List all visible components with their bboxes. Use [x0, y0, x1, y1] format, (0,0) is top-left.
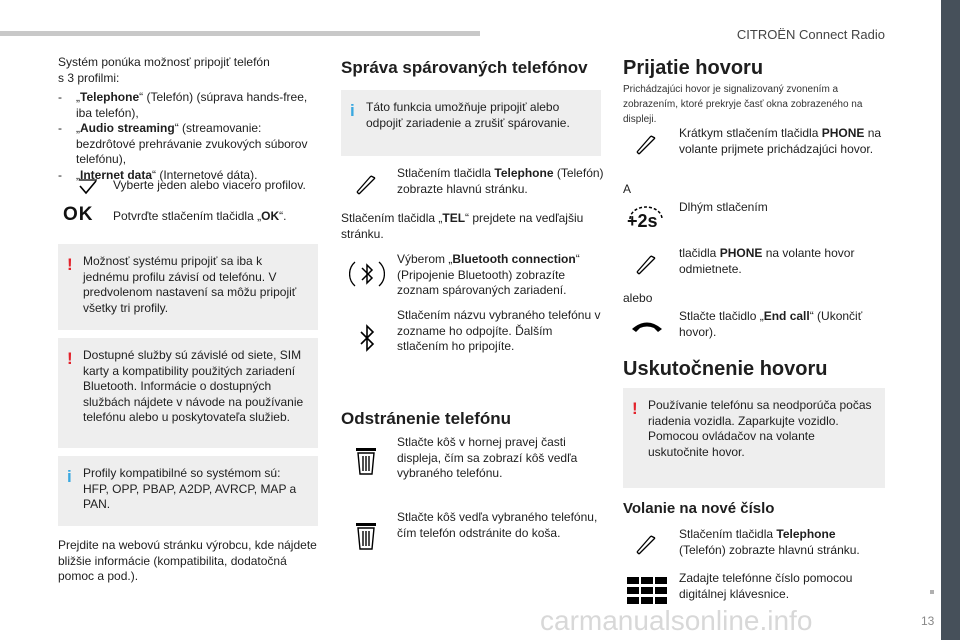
watermark: carmanualsonline.info: [540, 605, 813, 636]
page-marker: [930, 590, 934, 594]
step-select-profiles: Vyberte jeden alebo viacero profilov.: [113, 178, 306, 192]
text: (Telefón) zobrazte hlavnú stránku.: [679, 542, 860, 557]
step-long-press: Dlhým stlačením: [679, 200, 768, 214]
intro-line: s 3 profilmi:: [58, 70, 120, 85]
page-number: 13: [921, 614, 935, 628]
profile-name: Audio streaming: [80, 121, 175, 135]
trash-icon: [355, 521, 377, 551]
step-toggle-phone: Stlačením názvu vybraného telefónu v zozname ho odpojíte. Ďalším stlačením ho pripojíte.: [397, 308, 601, 353]
button-name: PHONE: [821, 126, 865, 140]
section-title: Uskutočnenie hovoru: [623, 358, 828, 380]
section-title: Prijatie hovoru: [623, 57, 764, 79]
warning-icon: !: [632, 399, 638, 418]
section-title: Správa spárovaných telefónov: [341, 58, 588, 77]
text: Potvrďte stlačením tlačidla „: [113, 209, 262, 223]
button-name: TEL: [442, 211, 466, 225]
text: “ (Ukončiť hovor).: [679, 309, 863, 339]
text: Stlačením tlačidla „: [341, 211, 443, 225]
ok-label: OK: [261, 209, 280, 223]
step-bt-connection: [397, 252, 607, 299]
profile-list: [58, 90, 320, 183]
info-icon: i: [350, 101, 355, 120]
button-name: End call: [763, 309, 810, 323]
top-rule: [0, 31, 480, 36]
list-item: [58, 121, 320, 168]
step-open-phone: [397, 166, 607, 197]
note-text: Možnosť systému pripojiť sa iba k jednému profilu závisí od telefónu. V predvolenom nastavení sa môžu pripojiť všetky tri profily.: [83, 254, 297, 315]
phone-handset-icon: [633, 530, 661, 558]
select-check-icon: [76, 178, 100, 196]
quote: „: [76, 167, 80, 182]
text: tlačidla: [679, 246, 720, 260]
text: Stlačením tlačidla: [397, 166, 495, 180]
ok-button-icon: OK: [63, 204, 94, 225]
text: “ prejdete na vedľajšiu stránku.: [341, 211, 584, 241]
quote: „: [76, 90, 80, 104]
note-box-warning: [623, 388, 885, 488]
note-box-info: [58, 456, 318, 526]
warning-icon: !: [67, 255, 73, 274]
section-title: Odstránenie telefónu: [341, 409, 512, 428]
list-dash: -: [58, 167, 62, 182]
step-remove-2: Stlačte kôš vedľa vybraného telefónu, čím telefón odstránite do koša.: [397, 510, 598, 540]
step-accept-call: [679, 126, 884, 157]
long-press-2s-icon: [626, 204, 666, 234]
list-dash: -: [58, 121, 62, 135]
list-item: [58, 90, 320, 121]
menu-name: Bluetooth connection: [452, 252, 576, 266]
text: Stlačením tlačidla: [679, 527, 777, 541]
note-box-info: [341, 90, 601, 156]
conjunction: A: [623, 182, 632, 196]
note-text: Používanie telefónu sa neodporúča počas riadenia vozidla. Zaparkujte vozidlo. Pomocou ovládačov na volante uskutočnite hovor.: [648, 398, 872, 459]
step-open-phone: [679, 527, 884, 558]
side-strip: [941, 0, 960, 640]
intro-line: Systém ponúka možnosť pripojiť telefón: [58, 55, 270, 69]
step-confirm: [113, 209, 323, 225]
profile-desc: “ (Internetové dáta).: [152, 167, 258, 182]
phone-handset-icon: [353, 170, 381, 198]
phone-handset-icon: [633, 250, 661, 278]
button-name: Telephone: [776, 527, 836, 541]
profile-desc: “ (streamovanie: bezdrôtové prehrávanie zvukových súborov telefónu),: [76, 121, 308, 166]
button-name: Telephone: [494, 166, 554, 180]
conjunction: alebo: [623, 291, 653, 305]
button-name: PHONE: [719, 246, 763, 260]
intro-text: [58, 55, 323, 86]
text: Krátkym stlačením tlačidla: [679, 126, 822, 140]
bluetooth-icon: [355, 323, 379, 353]
step-enter-number: Zadajte telefónne číslo pomocou digitálnej klávesnice.: [679, 571, 853, 601]
text: na volante hovor odmietnete.: [679, 246, 855, 276]
text: Stlačte tlačidlo „: [679, 309, 764, 323]
subsection-title: Volanie na nové číslo: [623, 500, 775, 517]
keypad-icon: [627, 577, 667, 604]
section-subtitle: Prichádzajúci hovor je signalizovaný zvonením a zobrazením, ktoré prekryje časť okna zobrazeného na displeji.: [623, 84, 863, 125]
note-box-warning: [58, 244, 318, 330]
text: na volante prijmete prichádzajúci hovor.: [679, 126, 882, 156]
step-remove-1: Stlačte kôš v hornej pravej časti displeja, čím sa zobrazí kôš vedľa vybraného telefónu.: [397, 435, 578, 480]
list-dash: -: [58, 90, 62, 104]
note-box-warning: [58, 338, 318, 448]
note-text: Táto funkcia umožňuje pripojiť alebo odpojiť zariadenie a zrušiť spárovanie.: [366, 100, 570, 130]
profile-name: Internet data: [80, 167, 153, 182]
text: “ (Pripojenie Bluetooth) zobrazíte zoznam spárovaných zariadení.: [397, 252, 580, 297]
manufacturer-info: Prejdite na webovú stránku výrobcu, kde nájdete bližšie informácie (kompatibilita, dodatočná pomoc a pod.).: [58, 538, 317, 583]
text: (Telefón) zobrazte hlavnú stránku.: [397, 166, 604, 196]
quote: „: [76, 121, 80, 135]
step-end-call: [679, 309, 884, 340]
list-item-text: [76, 121, 320, 168]
phone-handset-icon: [633, 130, 661, 158]
trash-icon: [355, 446, 377, 476]
hold-label: +2s: [627, 211, 658, 231]
page-header: CITROËN Connect Radio: [736, 27, 885, 42]
warning-icon: !: [67, 349, 73, 368]
info-icon: i: [67, 467, 72, 486]
bluetooth-connection-icon: [349, 256, 385, 292]
step-tel: [341, 211, 606, 242]
note-text: Dostupné služby sú závislé od siete, SIM karty a kompatibility použitých zariadení Bluetooth. Informácie o dostupných službách nájdete v návode na používanie telefónu alebo u poskytovateľa služieb.: [83, 348, 304, 424]
profile-name: Telephone: [80, 90, 140, 104]
step-reject-call: [679, 246, 884, 277]
note-text: Profily kompatibilné so systémom sú: HFP, OPP, PBAP, A2DP, AVRCP, MAP a PAN.: [83, 466, 297, 511]
profile-desc: “ (Telefón) (súprava hands-free, iba telefón),: [76, 90, 308, 120]
text: “.: [279, 209, 287, 223]
end-call-icon: [630, 318, 664, 334]
text: Výberom „: [397, 252, 453, 266]
list-item-text: [76, 90, 320, 121]
